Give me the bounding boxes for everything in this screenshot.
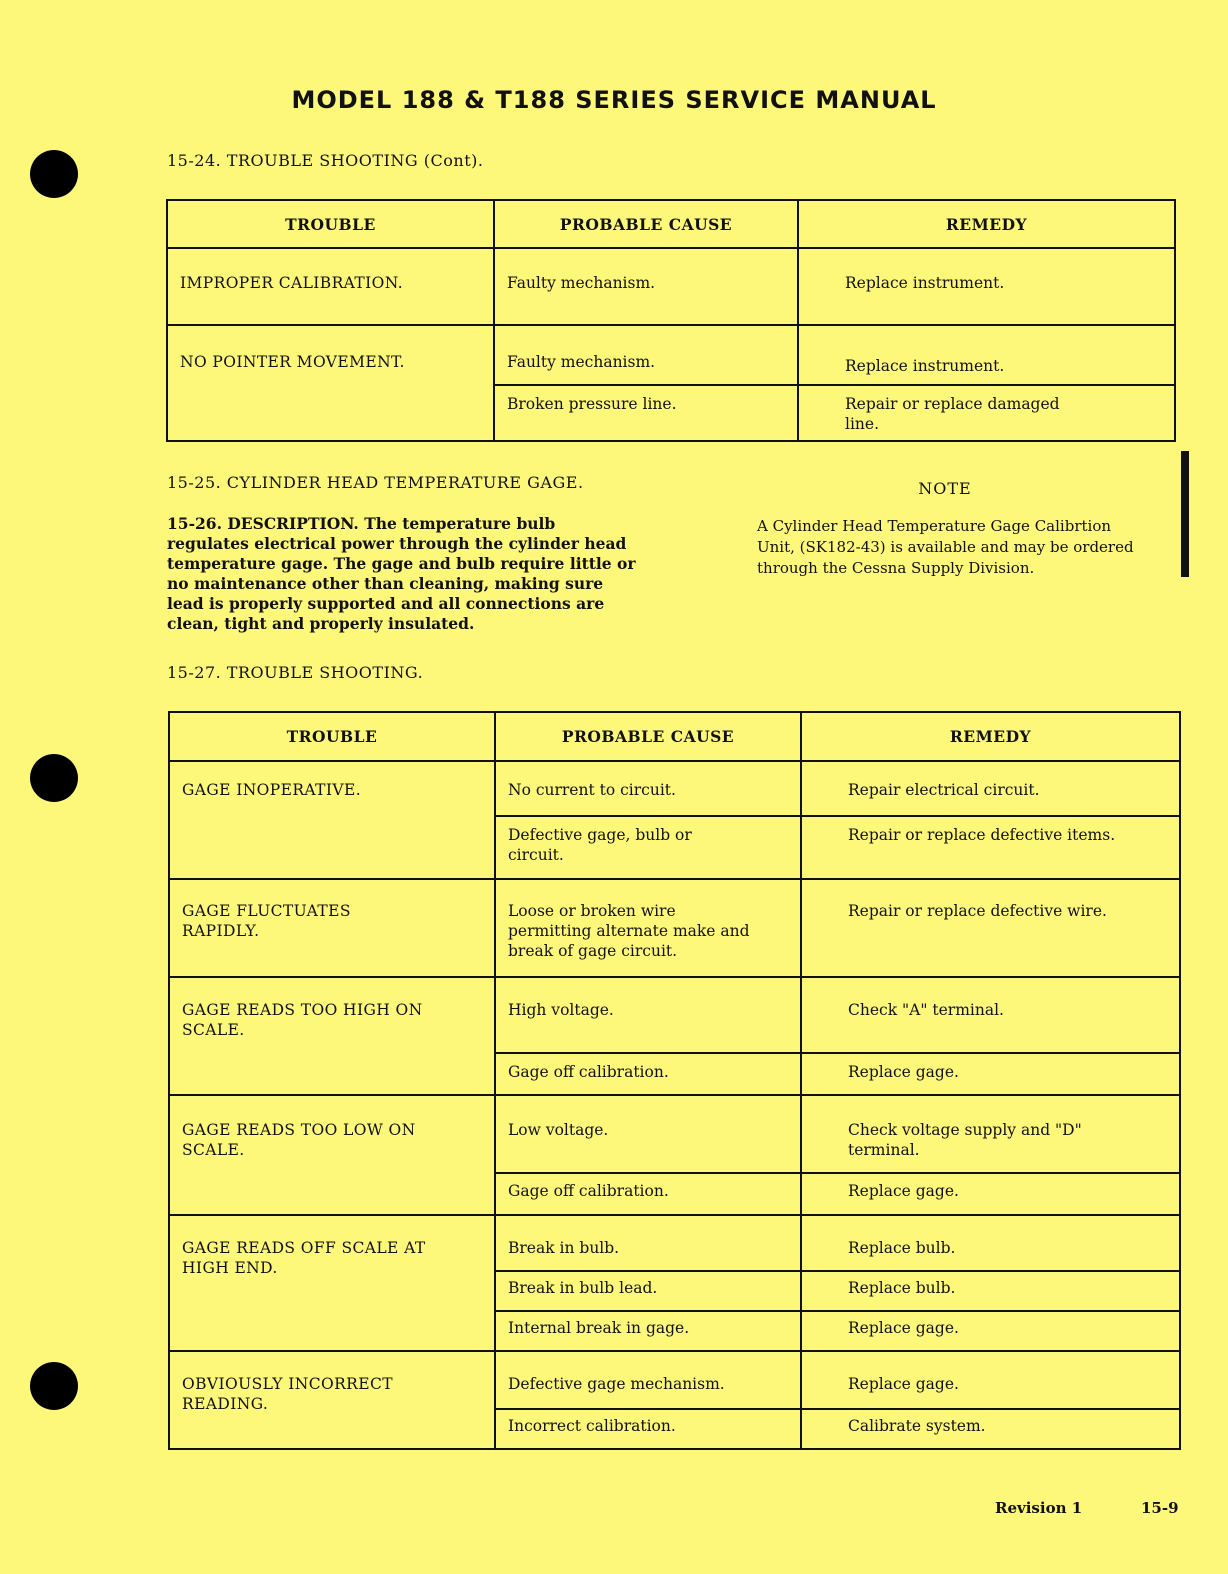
cause-cell	[495, 1173, 801, 1215]
description-paragraph: 15-26. DESCRIPTION. The temperature bulb regulates electrical power through the cylinder head temperature gage. The gage and bulb require little or no maintenance other than cleaning, making sure lead is properly supported and all connections are clean, tight and properly insulated.	[167, 514, 636, 633]
cause-text: Defective gage, bulb or circuit.	[508, 826, 692, 864]
remedy-cell	[801, 1173, 1180, 1215]
cause-text: Internal break in gage.	[508, 1319, 690, 1337]
remedy-cell	[801, 1271, 1180, 1311]
remedy-text: Repair or replace defective wire.	[848, 902, 1107, 920]
remedy-cell	[798, 385, 1175, 441]
trouble-text: NO POINTER MOVEMENT.	[180, 353, 405, 371]
section-heading-15-27: 15-27. TROUBLE SHOOTING.	[167, 663, 424, 682]
remedy-cell	[801, 1053, 1180, 1095]
remedy-cell	[801, 816, 1180, 879]
column-header-probable-cause: PROBABLE CAUSE	[495, 712, 801, 761]
cause-text: Low voltage.	[508, 1121, 609, 1139]
cause-text: Faulty mechanism.	[507, 353, 656, 371]
troubleshooting-table-1	[166, 199, 1176, 442]
table-row	[169, 879, 1180, 977]
trouble-cell	[169, 1095, 495, 1215]
table-row	[169, 1215, 1180, 1271]
cause-cell	[495, 1053, 801, 1095]
cause-cell	[494, 385, 798, 441]
cause-cell	[495, 879, 801, 977]
cause-text: High voltage.	[508, 1001, 614, 1019]
cause-text: Gage off calibration.	[508, 1182, 669, 1200]
cause-cell	[495, 1409, 801, 1449]
cause-text: Incorrect calibration.	[508, 1417, 676, 1435]
remedy-text: Repair or replace damaged line.	[845, 395, 1060, 433]
trouble-text: GAGE READS OFF SCALE AT HIGH END.	[182, 1239, 426, 1277]
remedy-cell	[798, 248, 1175, 325]
table-row	[167, 325, 1175, 385]
column-header-remedy: REMEDY	[798, 200, 1175, 248]
table-row	[169, 977, 1180, 1053]
remedy-cell	[801, 1409, 1180, 1449]
column-header-probable-cause: PROBABLE CAUSE	[494, 200, 798, 248]
binder-hole	[30, 754, 78, 802]
cause-text: Faulty mechanism.	[507, 274, 656, 292]
remedy-text: Repair electrical circuit.	[848, 781, 1040, 799]
remedy-text: Repair or replace defective items.	[848, 826, 1116, 844]
remedy-cell	[801, 1351, 1180, 1409]
remedy-cell	[798, 325, 1175, 385]
trouble-text: GAGE FLUCTUATES RAPIDLY.	[182, 902, 351, 940]
cause-cell	[495, 761, 801, 816]
cause-cell	[495, 1095, 801, 1173]
cause-cell	[495, 1215, 801, 1271]
binder-hole	[30, 150, 78, 198]
cause-text: No current to circuit.	[508, 781, 676, 799]
remedy-text: Replace gage.	[848, 1182, 959, 1200]
cause-cell	[495, 1271, 801, 1311]
trouble-cell	[167, 325, 494, 441]
troubleshooting-table-2	[168, 711, 1181, 1450]
trouble-cell	[169, 1351, 495, 1449]
table-row	[169, 1351, 1180, 1409]
revision-label: Revision 1	[995, 1499, 1083, 1517]
column-header-trouble: TROUBLE	[167, 200, 494, 248]
trouble-cell	[169, 879, 495, 977]
trouble-cell	[167, 248, 494, 325]
cause-text: Break in bulb lead.	[508, 1279, 658, 1297]
trouble-text: GAGE READS TOO LOW ON SCALE.	[182, 1121, 416, 1159]
page-title: MODEL 188 & T188 SERIES SERVICE MANUAL	[291, 86, 937, 114]
column-header-trouble: TROUBLE	[169, 712, 495, 761]
cause-cell	[494, 325, 798, 385]
remedy-cell	[801, 977, 1180, 1053]
remedy-text: Replace bulb.	[848, 1239, 956, 1257]
trouble-cell	[169, 761, 495, 879]
trouble-text: OBVIOUSLY INCORRECT READING.	[182, 1375, 393, 1413]
remedy-text: Replace instrument.	[845, 274, 1005, 292]
table-row	[169, 1095, 1180, 1173]
note-text: A Cylinder Head Temperature Gage Calibrtion Unit, (SK182-43) is available and may be ordered through the Cessna Supply Division.	[757, 517, 1134, 577]
page-number: 15-9	[1141, 1499, 1179, 1517]
remedy-text: Replace gage.	[848, 1319, 959, 1337]
column-header-remedy: REMEDY	[801, 712, 1180, 761]
cause-cell	[495, 1311, 801, 1351]
cause-cell	[495, 816, 801, 879]
trouble-text: GAGE READS TOO HIGH ON SCALE.	[182, 1001, 423, 1039]
remedy-cell	[801, 1215, 1180, 1271]
remedy-cell	[801, 1095, 1180, 1173]
cause-text: Broken pressure line.	[507, 395, 677, 413]
trouble-cell	[169, 1215, 495, 1351]
remedy-text: Calibrate system.	[848, 1417, 986, 1435]
section-heading-15-25: 15-25. CYLINDER HEAD TEMPERATURE GAGE.	[167, 473, 584, 492]
note-title: NOTE	[918, 479, 972, 498]
trouble-cell	[169, 977, 495, 1095]
remedy-text: Replace gage.	[848, 1063, 959, 1081]
table-row	[167, 248, 1175, 325]
table-row	[169, 761, 1180, 816]
section-heading-15-24: 15-24. TROUBLE SHOOTING (Cont).	[167, 151, 484, 170]
remedy-text: Replace gage.	[848, 1375, 959, 1393]
trouble-text: GAGE INOPERATIVE.	[182, 781, 362, 799]
remedy-cell	[801, 879, 1180, 977]
cause-cell	[495, 1351, 801, 1409]
cause-cell	[495, 977, 801, 1053]
revision-change-bar	[1181, 451, 1189, 577]
binder-hole	[30, 1362, 78, 1410]
cause-text: Loose or broken wire permitting alternate make and break of gage circuit.	[508, 902, 750, 960]
remedy-text: Check "A" terminal.	[848, 1001, 1004, 1019]
remedy-text: Replace instrument.	[845, 357, 1005, 375]
cause-text: Defective gage mechanism.	[508, 1375, 725, 1393]
remedy-cell	[801, 1311, 1180, 1351]
cause-text: Break in bulb.	[508, 1239, 620, 1257]
remedy-text: Replace bulb.	[848, 1279, 956, 1297]
remedy-cell	[801, 761, 1180, 816]
trouble-text: IMPROPER CALIBRATION.	[180, 274, 404, 292]
cause-text: Gage off calibration.	[508, 1063, 669, 1081]
remedy-text: Check voltage supply and "D" terminal.	[848, 1121, 1082, 1159]
cause-cell	[494, 248, 798, 325]
